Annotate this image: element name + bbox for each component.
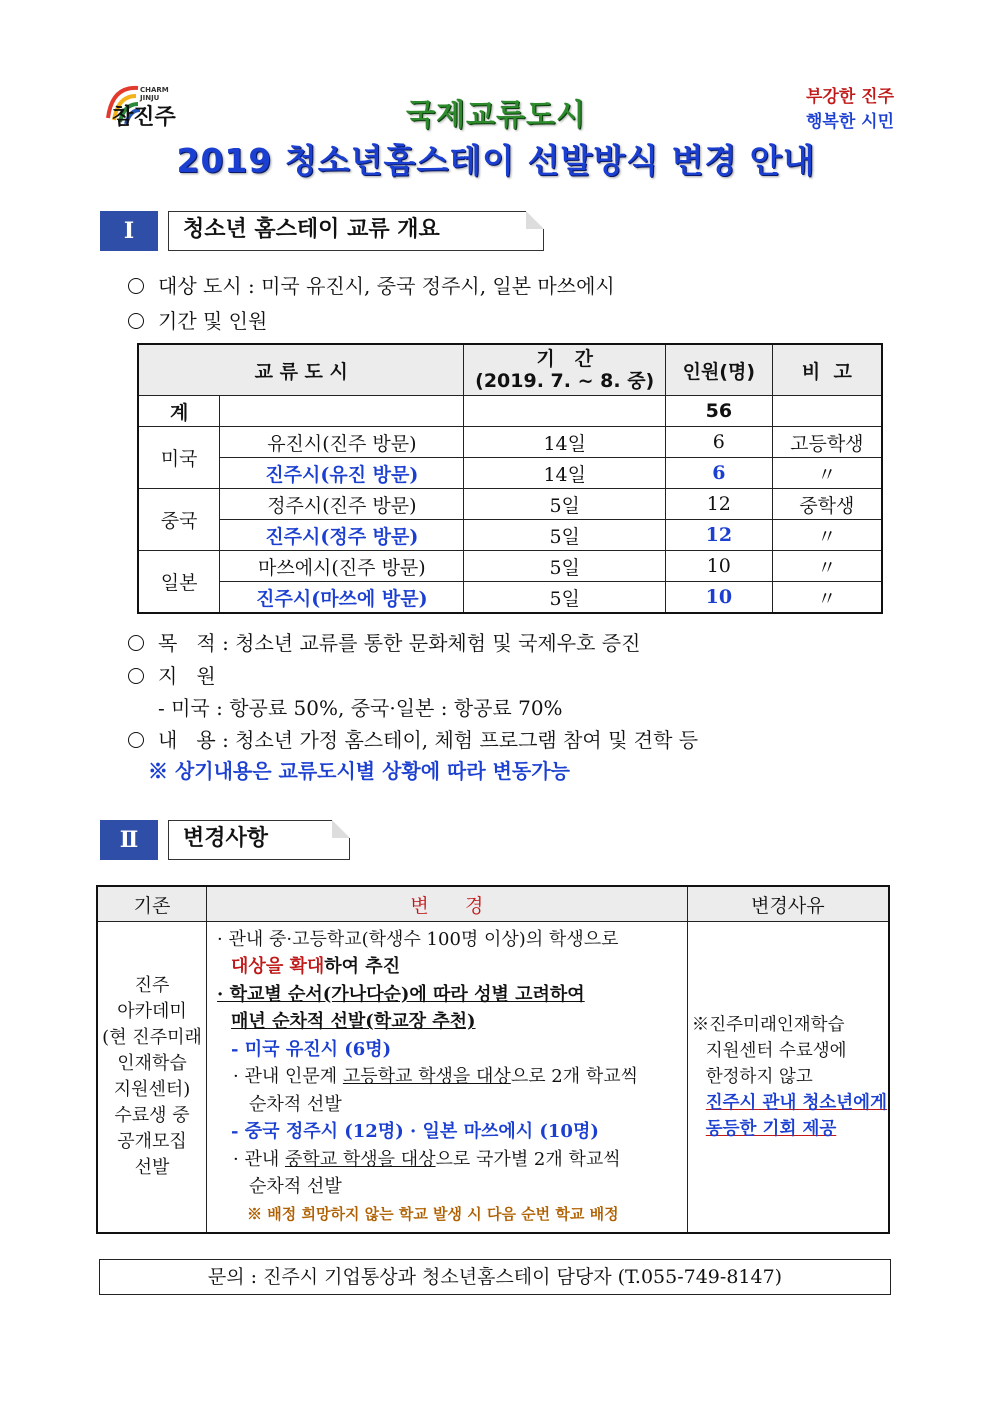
before-line: 진주 bbox=[134, 975, 170, 996]
section2-number: Ⅱ bbox=[100, 820, 158, 860]
subtitle: 국제교류도시 bbox=[406, 98, 586, 133]
reason-line: 동등한 기회 제공 bbox=[705, 1119, 837, 1139]
before-cell bbox=[97, 922, 207, 1234]
change-line: 순차적 선발 bbox=[249, 1093, 342, 1115]
col-header-count: 인원(명) bbox=[665, 344, 772, 396]
change-line: · 관내 중·고등학교(학생수 100명 이상)의 학생으로 bbox=[217, 928, 619, 950]
before-line: (현 진주미래 bbox=[102, 1027, 202, 1048]
change-text: · 관내 bbox=[233, 1148, 285, 1170]
change-line bbox=[217, 953, 681, 981]
col-header-before: 기존 bbox=[97, 886, 207, 922]
section1-title bbox=[168, 211, 544, 251]
page-fold-icon bbox=[332, 820, 350, 838]
col-header-note: 비 고 bbox=[772, 344, 882, 396]
change-text: 으로 국가별 2개 학교씩 bbox=[435, 1148, 621, 1170]
expand-target-text: 대상을 확대 bbox=[231, 956, 325, 978]
sum-city bbox=[220, 396, 464, 427]
col-header-city: 교 류 도 시 bbox=[138, 344, 464, 396]
count-cell: 12 bbox=[665, 489, 772, 520]
before-line: 지원센터) bbox=[113, 1079, 191, 1100]
period-cell: 14일 bbox=[464, 458, 666, 489]
circle-bullet-icon bbox=[128, 313, 144, 329]
count-cell: 12 bbox=[665, 520, 772, 551]
circle-bullet-icon bbox=[128, 635, 144, 651]
period-label: 기 간 bbox=[536, 348, 593, 370]
change-line: 순차적 선발 bbox=[249, 1176, 342, 1198]
bullet-text: 대상 도시 : 미국 유진시, 중국 정주시, 일본 마쓰에시 bbox=[158, 274, 615, 298]
change-text: 중학교 학생을 대상 bbox=[285, 1148, 436, 1170]
bullet-purpose bbox=[128, 627, 640, 656]
sum-label: 계 bbox=[138, 396, 220, 427]
change-line-usa: - 미국 유진시 (6명) bbox=[231, 1038, 392, 1060]
before-line: 인재학습 bbox=[117, 1053, 187, 1074]
change-line bbox=[217, 1146, 681, 1174]
note-cell: 〃 bbox=[772, 551, 882, 582]
country-cell: 미국 bbox=[138, 427, 220, 489]
period-cell: 5일 bbox=[464, 582, 666, 614]
city-cell: 진주시(정주 방문) bbox=[220, 520, 464, 551]
bullet-text: 기간 및 인원 bbox=[158, 309, 268, 333]
period-cell: 5일 bbox=[464, 551, 666, 582]
before-line: 아카데미 bbox=[117, 1001, 187, 1022]
change-text: 으로 2개 학교씩 bbox=[510, 1066, 639, 1088]
change-text: 하여 추진 bbox=[324, 956, 401, 978]
reason-cell bbox=[687, 922, 889, 1234]
change-line: · 학교별 순서(가나다순)에 따라 성별 고려하여 bbox=[217, 983, 585, 1005]
slogan bbox=[806, 82, 894, 132]
support-detail: - 미국 : 항공료 50%, 중국·일본 : 항공료 70% bbox=[158, 696, 563, 720]
city-cell: 마쓰에시(진주 방문) bbox=[220, 551, 464, 582]
reason-line: 지원센터 수료생에 bbox=[705, 1041, 847, 1061]
city-cell: 진주시(유진 방문) bbox=[220, 458, 464, 489]
count-cell: 10 bbox=[665, 551, 772, 582]
reason-line: ※진주미래인재학습 bbox=[691, 1015, 845, 1035]
reason-line: 한정하지 않고 bbox=[705, 1067, 813, 1087]
count-cell: 6 bbox=[665, 427, 772, 458]
note-cell: 중학생 bbox=[772, 489, 882, 520]
section1-number: Ⅰ bbox=[100, 211, 158, 251]
change-cell bbox=[207, 922, 688, 1234]
before-line: 선발 bbox=[134, 1157, 170, 1178]
period-cell: 5일 bbox=[464, 520, 666, 551]
bullet-text: 목 적 : 청소년 교류를 통한 문화체험 및 국제우호 증진 bbox=[158, 631, 641, 655]
note-cell: 고등학생 bbox=[772, 427, 882, 458]
circle-bullet-icon bbox=[128, 278, 144, 294]
period-range: (2019. 7. ~ 8. 중) bbox=[475, 370, 655, 392]
slogan-line2: 행복한 시민 bbox=[805, 112, 894, 132]
slogan-line1: 부강한 진주 bbox=[805, 87, 894, 107]
circle-bullet-icon bbox=[128, 732, 144, 748]
city-cell: 유진시(진주 방문) bbox=[220, 427, 464, 458]
sum-note bbox=[772, 396, 882, 427]
change-text: 고등학교 학생을 대상 bbox=[342, 1066, 511, 1088]
note-cell: 〃 bbox=[772, 520, 882, 551]
country-cell: 일본 bbox=[138, 551, 220, 614]
section1-title-text: 청소년 홈스테이 교류 개요 bbox=[183, 217, 440, 242]
bullet-content bbox=[128, 724, 698, 753]
section2-title-text: 변경사항 bbox=[183, 826, 269, 851]
bullet-support bbox=[128, 660, 216, 689]
contact-box: 문의 : 진주시 기업통상과 청소년홈스테이 담당자 (T.055-749-8147) bbox=[99, 1259, 891, 1295]
exchange-table bbox=[137, 343, 883, 614]
page-fold-icon bbox=[526, 211, 544, 229]
circle-bullet-icon bbox=[128, 668, 144, 684]
count-cell: 10 bbox=[665, 582, 772, 614]
before-line: 공개모집 bbox=[117, 1131, 187, 1152]
period-cell: 14일 bbox=[464, 427, 666, 458]
sum-count: 56 bbox=[665, 396, 772, 427]
city-cell: 진주시(마쓰에 방문) bbox=[220, 582, 464, 614]
note-cell: 〃 bbox=[772, 458, 882, 489]
city-cell: 정주시(진주 방문) bbox=[220, 489, 464, 520]
change-line bbox=[217, 1063, 681, 1091]
bullet-text: 지 원 bbox=[158, 664, 216, 688]
reason-line: 진주시 관내 청소년에게 bbox=[705, 1093, 887, 1113]
col-header-period bbox=[464, 344, 666, 396]
changes-table bbox=[96, 885, 890, 1234]
change-note: ※ 배정 희망하지 않는 학교 발생 시 다음 순번 학교 배정 bbox=[247, 1204, 619, 1223]
sum-period bbox=[464, 396, 666, 427]
change-line: 매년 순차적 선발(학교장 추천) bbox=[231, 1011, 476, 1033]
change-line-china-japan: - 중국 정주시 (12명) · 일본 마쓰에시 (10명) bbox=[231, 1121, 599, 1143]
col-header-change: 변 경 bbox=[207, 886, 688, 922]
section2-title bbox=[168, 820, 350, 860]
period-cell: 5일 bbox=[464, 489, 666, 520]
logo-wordmark: 참진주 bbox=[112, 105, 176, 130]
col-header-reason: 변경사유 bbox=[687, 886, 889, 922]
bullet-text: 내 용 : 청소년 가정 홈스테이, 체험 프로그램 참여 및 견학 등 bbox=[158, 728, 699, 752]
bullet-target-cities bbox=[128, 270, 615, 299]
logo-tag: CHARM JINJU bbox=[140, 86, 169, 102]
notice-text: ※ 상기내용은 교류도시별 상황에 따라 변동가능 bbox=[148, 759, 570, 783]
change-text: · 관내 인문계 bbox=[233, 1066, 343, 1088]
bullet-period bbox=[128, 305, 267, 334]
country-cell: 중국 bbox=[138, 489, 220, 551]
note-cell: 〃 bbox=[772, 582, 882, 614]
count-cell: 6 bbox=[665, 458, 772, 489]
before-line: 수료생 중 bbox=[114, 1105, 190, 1126]
page-title: 2019 청소년홈스테이 선발방식 변경 안내 bbox=[176, 141, 816, 180]
